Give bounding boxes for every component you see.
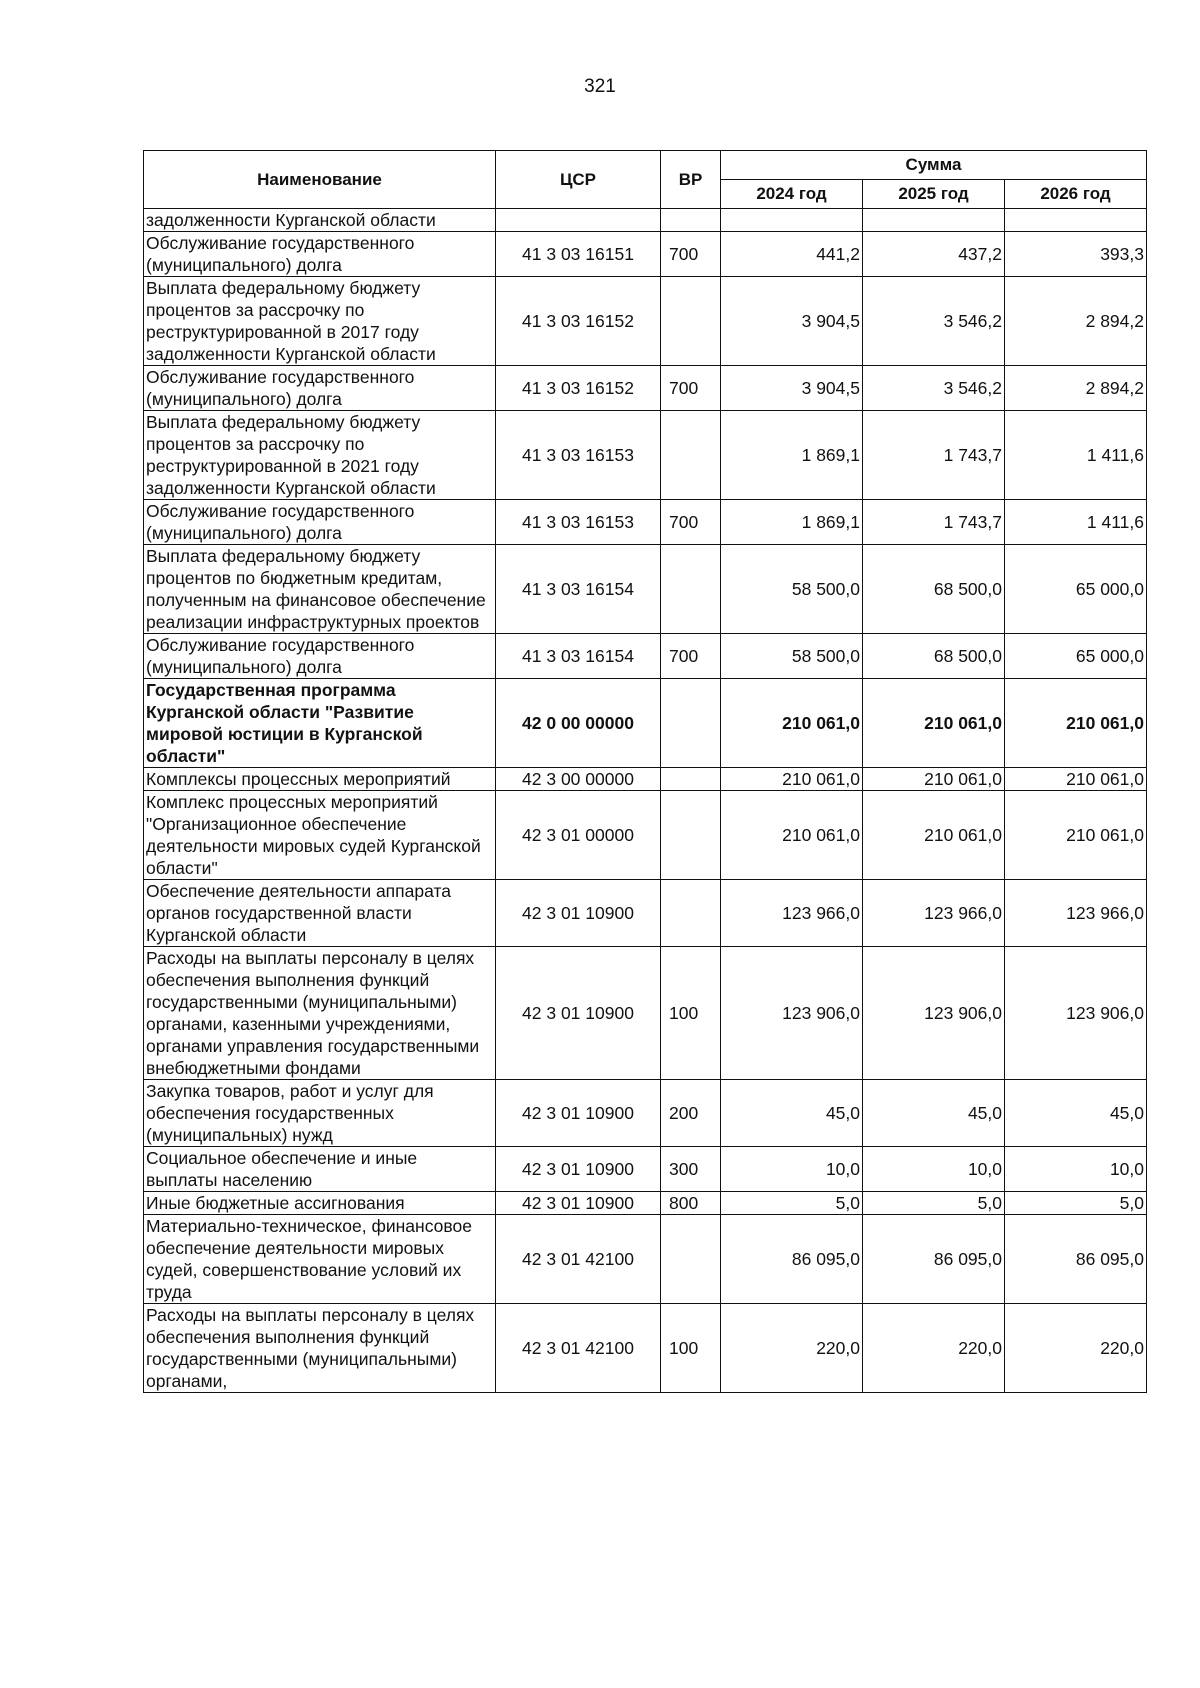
cell-2026: 10,0 — [1005, 1147, 1147, 1192]
cell-vr: 200 — [661, 1080, 721, 1147]
table-row — [144, 1304, 1147, 1393]
cell-2026: 123 966,0 — [1005, 880, 1147, 947]
cell-csr: 42 3 01 10900 — [496, 1080, 661, 1147]
table-row — [144, 768, 1147, 791]
cell-vr — [661, 679, 721, 768]
cell-name: Государственная программа Курганской области "Развитие мировой юстиции в Курганской области" — [144, 679, 496, 768]
table-row — [144, 791, 1147, 880]
cell-name: Закупка товаров, работ и услуг для обеспечения государственных (муниципальных) нужд — [144, 1080, 496, 1147]
cell-2025: 3 546,2 — [863, 277, 1005, 366]
cell-2026: 5,0 — [1005, 1192, 1147, 1215]
table-row — [144, 634, 1147, 679]
cell-2024: 210 061,0 — [721, 768, 863, 791]
cell-csr: 41 3 03 16152 — [496, 277, 661, 366]
cell-2026 — [1005, 209, 1147, 232]
cell-2025 — [863, 209, 1005, 232]
cell-vr — [661, 411, 721, 500]
cell-2026: 2 894,2 — [1005, 277, 1147, 366]
cell-csr: 41 3 03 16153 — [496, 411, 661, 500]
cell-vr: 700 — [661, 366, 721, 411]
cell-name: Выплата федеральному бюджету процентов за рассрочку по реструктурированной в 2017 году задолженности Курганской области — [144, 277, 496, 366]
cell-2026: 86 095,0 — [1005, 1215, 1147, 1304]
cell-csr: 41 3 03 16151 — [496, 232, 661, 277]
cell-name: задолженности Курганской области — [144, 209, 496, 232]
cell-2026: 1 411,6 — [1005, 411, 1147, 500]
cell-vr: 100 — [661, 1304, 721, 1393]
cell-2025: 210 061,0 — [863, 768, 1005, 791]
page-number: 321 — [584, 76, 616, 97]
cell-name: Обслуживание государственного (муниципального) долга — [144, 634, 496, 679]
cell-name: Обеспечение деятельности аппарата органов государственной власти Курганской области — [144, 880, 496, 947]
table-row — [144, 679, 1147, 768]
cell-2024: 220,0 — [721, 1304, 863, 1393]
header-year-2025: 2025 год — [863, 180, 1005, 209]
table-row — [144, 1080, 1147, 1147]
cell-csr: 42 3 01 42100 — [496, 1304, 661, 1393]
header-name: Наименование — [144, 151, 496, 209]
cell-csr: 41 3 03 16153 — [496, 500, 661, 545]
table-row — [144, 209, 1147, 232]
cell-vr — [661, 768, 721, 791]
cell-name: Комплекс процессных мероприятий "Организационное обеспечение деятельности мировых судей Курганской области" — [144, 791, 496, 880]
header-csr: ЦСР — [496, 151, 661, 209]
cell-2026: 65 000,0 — [1005, 545, 1147, 634]
cell-2025: 1 743,7 — [863, 411, 1005, 500]
header-sum: Сумма — [721, 151, 1147, 180]
table-row — [144, 277, 1147, 366]
cell-2026: 45,0 — [1005, 1080, 1147, 1147]
table-row — [144, 545, 1147, 634]
cell-vr — [661, 545, 721, 634]
cell-vr — [661, 880, 721, 947]
cell-2026: 220,0 — [1005, 1304, 1147, 1393]
cell-csr: 42 3 01 00000 — [496, 791, 661, 880]
cell-csr: 41 3 03 16152 — [496, 366, 661, 411]
cell-name: Комплексы процессных мероприятий — [144, 768, 496, 791]
cell-2025: 68 500,0 — [863, 634, 1005, 679]
header-vr: ВР — [661, 151, 721, 209]
cell-name: Расходы на выплаты персоналу в целях обеспечения выполнения функций государственными (муниципальными) органами, казенными учреждениями, органами управления государственными внебюджетными фондами — [144, 947, 496, 1080]
cell-vr: 700 — [661, 500, 721, 545]
cell-2026: 210 061,0 — [1005, 679, 1147, 768]
table-row — [144, 1192, 1147, 1215]
cell-vr: 100 — [661, 947, 721, 1080]
cell-vr — [661, 791, 721, 880]
cell-csr: 42 3 01 10900 — [496, 1147, 661, 1192]
header-year-2026: 2026 год — [1005, 180, 1147, 209]
cell-2024: 1 869,1 — [721, 411, 863, 500]
cell-2025: 86 095,0 — [863, 1215, 1005, 1304]
cell-2025: 123 906,0 — [863, 947, 1005, 1080]
cell-2024: 58 500,0 — [721, 545, 863, 634]
table-row — [144, 947, 1147, 1080]
cell-vr: 800 — [661, 1192, 721, 1215]
cell-2025: 437,2 — [863, 232, 1005, 277]
cell-name: Иные бюджетные ассигнования — [144, 1192, 496, 1215]
cell-2026: 65 000,0 — [1005, 634, 1147, 679]
cell-name: Выплата федеральному бюджету процентов по бюджетным кредитам, полученным на финансовое обеспечение реализации инфраструктурных проектов — [144, 545, 496, 634]
cell-csr: 42 3 01 42100 — [496, 1215, 661, 1304]
cell-vr: 300 — [661, 1147, 721, 1192]
cell-csr: 42 3 01 10900 — [496, 880, 661, 947]
cell-vr — [661, 1215, 721, 1304]
table-row — [144, 880, 1147, 947]
cell-2024 — [721, 209, 863, 232]
table-row — [144, 411, 1147, 500]
cell-vr — [661, 277, 721, 366]
cell-2026: 210 061,0 — [1005, 768, 1147, 791]
cell-2025: 220,0 — [863, 1304, 1005, 1393]
budget-table — [143, 150, 1147, 1393]
cell-2025: 123 966,0 — [863, 880, 1005, 947]
cell-2025: 45,0 — [863, 1080, 1005, 1147]
cell-2024: 210 061,0 — [721, 791, 863, 880]
cell-name: Социальное обеспечение и иные выплаты населению — [144, 1147, 496, 1192]
cell-2025: 5,0 — [863, 1192, 1005, 1215]
cell-2024: 3 904,5 — [721, 366, 863, 411]
table-row — [144, 1215, 1147, 1304]
cell-2025: 1 743,7 — [863, 500, 1005, 545]
table-row — [144, 366, 1147, 411]
cell-2026: 2 894,2 — [1005, 366, 1147, 411]
cell-name: Обслуживание государственного (муниципального) долга — [144, 232, 496, 277]
cell-2026: 1 411,6 — [1005, 500, 1147, 545]
cell-2025: 210 061,0 — [863, 791, 1005, 880]
cell-2025: 3 546,2 — [863, 366, 1005, 411]
cell-csr: 42 3 01 10900 — [496, 947, 661, 1080]
table-row — [144, 500, 1147, 545]
header-year-2024: 2024 год — [721, 180, 863, 209]
cell-vr: 700 — [661, 232, 721, 277]
cell-name: Обслуживание государственного (муниципального) долга — [144, 500, 496, 545]
cell-csr: 41 3 03 16154 — [496, 634, 661, 679]
cell-2025: 210 061,0 — [863, 679, 1005, 768]
cell-vr: 700 — [661, 634, 721, 679]
table-row — [144, 1147, 1147, 1192]
table-body — [144, 209, 1147, 1393]
cell-csr: 42 0 00 00000 — [496, 679, 661, 768]
cell-vr — [661, 209, 721, 232]
cell-2024: 5,0 — [721, 1192, 863, 1215]
cell-csr: 42 3 00 00000 — [496, 768, 661, 791]
cell-2026: 393,3 — [1005, 232, 1147, 277]
cell-2025: 68 500,0 — [863, 545, 1005, 634]
cell-name: Обслуживание государственного (муниципального) долга — [144, 366, 496, 411]
cell-2026: 210 061,0 — [1005, 791, 1147, 880]
cell-csr: 42 3 01 10900 — [496, 1192, 661, 1215]
cell-2024: 58 500,0 — [721, 634, 863, 679]
cell-2024: 45,0 — [721, 1080, 863, 1147]
cell-name: Материально-техническое, финансовое обеспечение деятельности мировых судей, совершенствование условий их труда — [144, 1215, 496, 1304]
cell-2024: 3 904,5 — [721, 277, 863, 366]
cell-2024: 123 906,0 — [721, 947, 863, 1080]
cell-2024: 10,0 — [721, 1147, 863, 1192]
table-row — [144, 232, 1147, 277]
cell-2024: 1 869,1 — [721, 500, 863, 545]
cell-2024: 86 095,0 — [721, 1215, 863, 1304]
cell-csr: 41 3 03 16154 — [496, 545, 661, 634]
cell-2024: 123 966,0 — [721, 880, 863, 947]
cell-2024: 210 061,0 — [721, 679, 863, 768]
cell-2026: 123 906,0 — [1005, 947, 1147, 1080]
cell-name: Выплата федеральному бюджету процентов за рассрочку по реструктурированной в 2021 году задолженности Курганской области — [144, 411, 496, 500]
cell-csr — [496, 209, 661, 232]
cell-2025: 10,0 — [863, 1147, 1005, 1192]
table-header-row — [144, 151, 1147, 180]
cell-name: Расходы на выплаты персоналу в целях обеспечения выполнения функций государственными (муниципальными) органами, — [144, 1304, 496, 1393]
cell-2024: 441,2 — [721, 232, 863, 277]
